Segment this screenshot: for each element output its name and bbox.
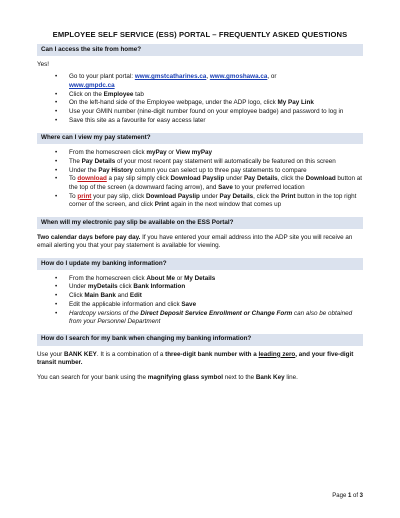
answer-paragraph: [37, 374, 363, 383]
answer-bold: BANK KEY: [63, 350, 97, 358]
item-text: , click the: [277, 175, 306, 183]
page-of: of: [351, 493, 360, 499]
section-heading-banking-update: How do I update my banking information?: [37, 258, 363, 270]
item-text: of your most recent pay statement will automatically be featured on this screen: [115, 157, 336, 165]
item-text: Click: [69, 292, 85, 300]
item-text: tab: [133, 90, 144, 98]
list-item: [37, 117, 363, 126]
section-heading-home-access: Can I access the site from home?: [37, 44, 363, 56]
list-item: [37, 292, 363, 301]
item-bold: Download Payslip: [146, 192, 200, 200]
item-text: button at the top of the screen (a downward facing arrow), and: [69, 175, 362, 191]
bullet-list-pay-statement: [37, 149, 363, 210]
section-heading-pay-statement: Where can I view my pay statement?: [37, 133, 363, 145]
item-text: your pay slip, click: [91, 192, 146, 200]
item-text: To: [69, 175, 78, 183]
list-item: [37, 158, 363, 167]
item-text: , or: [267, 73, 277, 81]
item-bold: Save: [218, 183, 233, 191]
list-item: [37, 149, 363, 158]
item-bold: Pay Details: [219, 192, 254, 200]
page-title: EMPLOYEE SELF SERVICE (ESS) PORTAL – FREQUENTLY ASKED QUESTIONS: [52, 30, 348, 39]
item-text: On the left-hand side of the Employee webpage, under the ADP logo, click: [69, 99, 278, 107]
page-total: 3: [359, 493, 363, 499]
item-text: Hardcopy versions of the: [69, 309, 141, 317]
item-bold: Save: [181, 300, 197, 308]
item-text: again in the next window that comes up: [169, 201, 282, 209]
item-text: Click on the: [69, 90, 104, 98]
answer-bold: three-digit bank number with a: [165, 350, 259, 358]
item-text: Under the: [69, 166, 99, 174]
answer-text: If you have entered your email address into the ADP site you will receive an email alerting you that your pay statement is available for viewing.: [37, 233, 353, 250]
item-bold: Print: [154, 201, 170, 209]
item-text: From the homescreen click: [69, 149, 147, 157]
item-text: a pay slip simply click: [106, 175, 171, 183]
item-bold: Pay History: [98, 166, 134, 174]
answer-bold: Two calendar days before pay day.: [37, 233, 141, 241]
item-text: Go to your plant portal:: [69, 73, 135, 81]
item-bold: Pay Details: [243, 175, 278, 183]
item-text: can also be obtained from your Personnel Department: [69, 309, 353, 326]
item-text: and: [115, 292, 130, 300]
list-item: [37, 275, 363, 284]
item-text: or: [166, 149, 176, 157]
item-text: The: [69, 157, 82, 165]
item-bold: Download Payslip: [170, 175, 225, 183]
item-bold: Pay Details: [81, 157, 116, 165]
item-text: column you can select up to three pay statements to compare: [133, 166, 307, 174]
answer-text: line.: [284, 373, 298, 381]
emphasis-print: print: [77, 192, 92, 200]
answer-paragraph: [37, 351, 363, 368]
list-item: [37, 108, 363, 117]
item-text: ,: [206, 73, 210, 81]
item-bold: My Details: [184, 274, 216, 282]
answer-text: Yes!: [37, 60, 50, 68]
item-text: Edit the applicable information and click: [69, 300, 182, 308]
answer-bold: magnifying glass symbol: [147, 373, 223, 381]
link-gmpdc[interactable]: www.gmpdc.ca: [69, 82, 115, 90]
list-item: [37, 91, 363, 100]
item-bold: Download: [305, 175, 336, 183]
item-text: To: [69, 192, 78, 200]
item-bold: Main Bank: [84, 292, 116, 300]
item-bold: About Me: [146, 274, 176, 282]
item-bold: Employee: [103, 90, 134, 98]
item-text: to your preferred location: [232, 183, 305, 191]
page-current: 1: [347, 493, 352, 499]
page-label: Page: [332, 493, 348, 499]
bullet-list-banking-update: [37, 275, 363, 327]
item-text: Use your GMIN number (nine-digit number found on your employee badge) and password to log in: [69, 108, 344, 116]
answer-bold: , and your five-digit transit number.: [37, 350, 354, 367]
item-text: or: [175, 274, 185, 282]
emphasis-download: download: [77, 175, 107, 183]
list-item: [37, 193, 363, 210]
section-heading-bank-search: How do I search for my bank when changing my banking information?: [37, 334, 363, 346]
list-item: [37, 167, 363, 176]
item-bold: My Pay Link: [277, 99, 314, 107]
item-bold: Edit: [129, 292, 142, 300]
bullet-list-home-access: [37, 73, 363, 125]
link-gmstcatharines[interactable]: www.gmstcatharines.ca: [134, 73, 207, 81]
faq-body: [37, 44, 363, 387]
answer-bold-underline: leading zero: [258, 350, 296, 358]
answer-bold: Bank Key: [255, 373, 285, 381]
list-item: [37, 175, 363, 192]
answer-text: Use your: [37, 350, 64, 358]
item-bold: myPay: [146, 149, 167, 157]
item-bold: View myPay: [175, 149, 213, 157]
item-text: button in the top right corner of the screen, and click: [69, 192, 357, 209]
item-text: From the homescreen click: [69, 274, 147, 282]
item-bold: Print: [281, 192, 296, 200]
answer-text: You can search for your bank using the: [37, 373, 148, 381]
item-text: Save this site as a favourite for easy access later: [69, 116, 206, 124]
item-bold: Direct Deposit Service Enrollment or Change Form: [140, 309, 293, 317]
list-item: [37, 99, 363, 108]
list-item: [37, 283, 363, 292]
list-item: [37, 301, 363, 310]
link-gmoshawa[interactable]: www.gmoshawa.ca: [209, 73, 268, 81]
section-heading-payslip-availability: When will my electronic pay slip be available on the ESS Portal?: [37, 217, 363, 229]
item-text: under: [199, 192, 220, 200]
page-number: [332, 492, 363, 500]
item-text: under: [224, 175, 244, 183]
answer-paragraph: [37, 234, 363, 251]
answer-text: next to the: [222, 373, 256, 381]
item-text: click: [117, 283, 134, 291]
list-item: [37, 310, 363, 327]
item-bold: Bank Information: [133, 283, 186, 291]
item-text: , click the: [253, 192, 282, 200]
item-bold: myDetails: [87, 283, 118, 291]
answer-text: . It is a combination of a: [96, 350, 166, 358]
item-text: Under: [69, 283, 88, 291]
list-item: [37, 73, 363, 90]
